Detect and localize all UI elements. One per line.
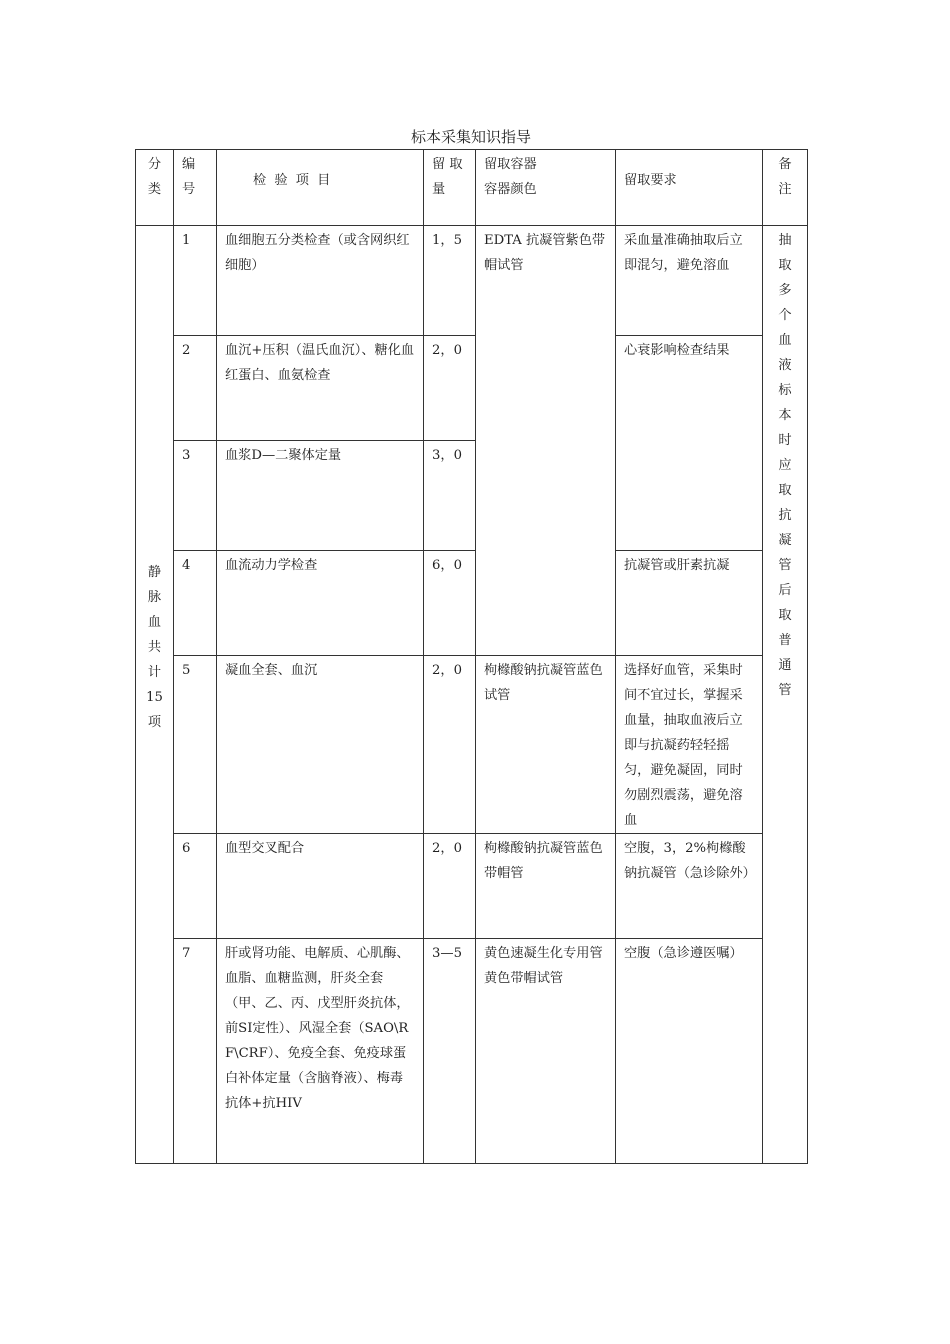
row-container: 枸橼酸钠抗凝管蓝色带帽管 — [476, 834, 616, 939]
row-test-item: 血沉+压积（温氏血沉）、糖化血红蛋白、血氨检查 — [217, 336, 424, 441]
note-char: 个 — [778, 308, 792, 323]
row-container — [476, 939, 616, 1164]
note-char: 凝 — [778, 533, 792, 548]
row-test-item: 血细胞五分类检查（或含网织红细胞） — [217, 226, 424, 336]
table-row — [136, 336, 808, 441]
row-number: 2 — [174, 336, 217, 441]
row-requirement: 心衰影响检查结果 — [616, 336, 763, 551]
category-char: 共 — [147, 639, 162, 655]
header-number: 编 号 — [174, 150, 217, 226]
specimen-collection-table — [135, 149, 808, 1164]
header-container: 留取容器 容器颜色 — [476, 150, 616, 226]
header-category: 分 类 — [136, 150, 174, 226]
table-row — [136, 834, 808, 939]
row-requirement: 选择好血管，采集时间不宜过长，掌握采血量，抽取血液后立即与抗凝药轻轻摇匀，避免凝固，同时勿剧烈震荡，避免溶血 — [616, 656, 763, 834]
row-number: 3 — [174, 441, 217, 551]
row-container: EDTA 抗凝管紫色带帽试管 — [476, 226, 616, 656]
category-char: 血 — [147, 614, 162, 630]
note-char: 本 — [778, 408, 792, 423]
note-label — [767, 228, 803, 703]
header-test-item: 检 验 项 目 — [217, 150, 424, 226]
container-line-2: 黄色带帽试管 — [484, 971, 564, 986]
note-char: 后 — [778, 583, 792, 598]
note-char: 血 — [778, 333, 792, 348]
note-char: 管 — [778, 683, 792, 698]
note-char: 取 — [778, 258, 792, 273]
row-number: 7 — [174, 939, 217, 1164]
row-test-item: 血流动力学检查 — [217, 551, 424, 656]
table-row — [136, 551, 808, 656]
category-cell — [136, 226, 174, 1164]
note-char: 时 — [778, 433, 792, 448]
table-header-row — [136, 150, 808, 226]
row-amount: 2，0 — [424, 336, 476, 441]
row-test-item: 血浆D—二聚体定量 — [217, 441, 424, 551]
document-title: 标本采集知识指导 — [410, 128, 531, 146]
category-label — [140, 560, 169, 735]
note-cell — [763, 226, 808, 1164]
note-char: 取 — [778, 483, 792, 498]
category-char: 15 — [146, 689, 163, 705]
row-test-item: 血型交叉配合 — [217, 834, 424, 939]
row-test-item: 凝血全套、血沉 — [217, 656, 424, 834]
row-number: 4 — [174, 551, 217, 656]
row-amount: 2，0 — [424, 834, 476, 939]
table-row — [136, 939, 808, 1164]
category-char: 静 — [147, 564, 162, 580]
note-char: 标 — [778, 383, 792, 398]
row-number: 5 — [174, 656, 217, 834]
category-char: 计 — [147, 664, 162, 680]
header-note: 备 注 — [763, 150, 808, 226]
header-requirement: 留取要求 — [616, 150, 763, 226]
row-requirement: 采血量准确抽取后立即混匀，避免溶血 — [616, 226, 763, 336]
row-requirement: 抗凝管或肝素抗凝 — [616, 551, 763, 656]
category-char: 项 — [147, 714, 162, 730]
row-amount: 2，0 — [424, 656, 476, 834]
category-char: 脉 — [147, 589, 162, 605]
note-char: 液 — [778, 358, 792, 373]
note-char: 应 — [778, 458, 792, 473]
row-amount: 3—5 — [424, 939, 476, 1164]
note-char: 抗 — [778, 508, 792, 523]
table-row — [136, 226, 808, 336]
header-amount: 留 取 量 — [424, 150, 476, 226]
row-amount: 1，5 — [424, 226, 476, 336]
note-char: 通 — [778, 658, 792, 673]
table-row — [136, 656, 808, 834]
container-line-1: 黄色速凝生化专用管 — [484, 946, 603, 961]
note-char: 多 — [778, 283, 792, 298]
row-test-item: 肝或肾功能、电解质、心肌酶、血脂、血糖监测，肝炎全套（甲、乙、丙、戊型肝炎抗体，前SI定性）、风湿全套（SAO\RF\CRF）、免疫全套、免疫球蛋白补体定量（含脑脊液）、梅毒抗体+抗HIV — [217, 939, 424, 1164]
row-requirement: 空腹（急诊遵医嘱） — [616, 939, 763, 1164]
note-char: 管 — [778, 558, 792, 573]
row-amount: 3，0 — [424, 441, 476, 551]
note-char: 普 — [778, 633, 792, 648]
row-number: 6 — [174, 834, 217, 939]
row-requirement: 空腹，3，2%枸橼酸钠抗凝管（急诊除外） — [616, 834, 763, 939]
row-container: 枸橼酸钠抗凝管蓝色试管 — [476, 656, 616, 834]
row-number: 1 — [174, 226, 217, 336]
row-amount: 6，0 — [424, 551, 476, 656]
note-char: 抽 — [778, 233, 792, 248]
note-char: 取 — [778, 608, 792, 623]
